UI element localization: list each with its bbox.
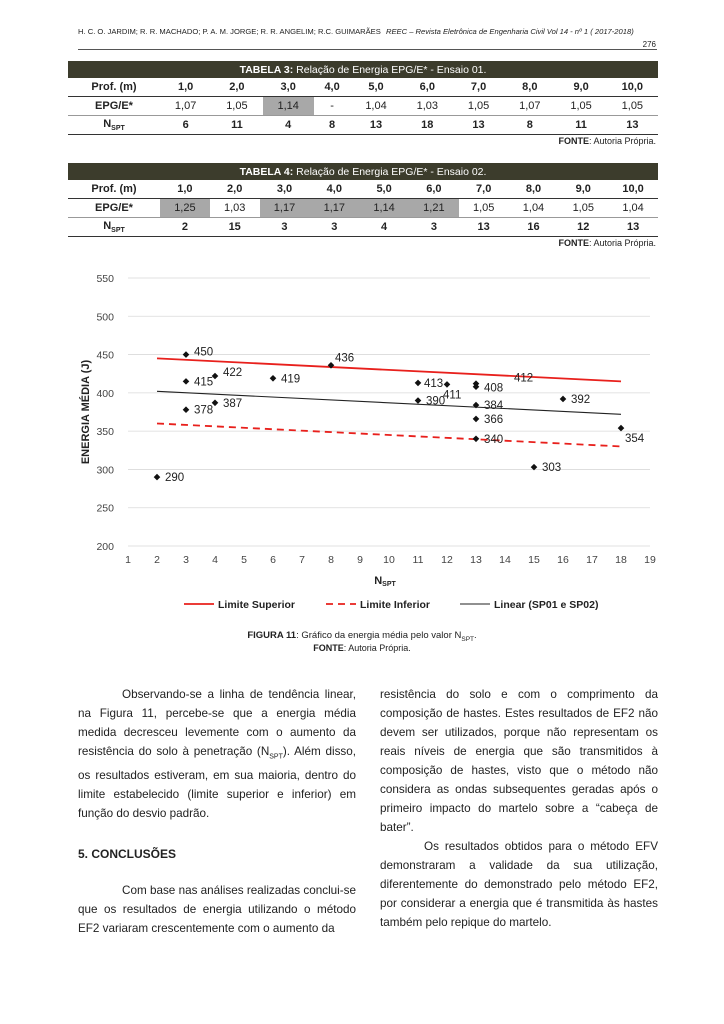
data-label: 303 — [542, 462, 562, 475]
data-label: 290 — [165, 472, 185, 485]
x-tick-label: 1 — [125, 554, 131, 566]
x-axis-label: NSPT — [374, 575, 396, 588]
table-4-energy-row: EPG/E* 1,25 1,03 1,17 1,17 1,14 1,21 1,05 1,04 1,05 1,04 — [68, 199, 658, 218]
right-column — [380, 685, 658, 932]
x-tick-label: 10 — [383, 554, 395, 566]
x-tick-label: 2 — [154, 554, 160, 566]
figure-source: FONTE: Autoria Própria. — [313, 643, 411, 653]
y-tick-label: 500 — [96, 311, 114, 324]
paragraph-efv: Os resultados obtidos para o método EFV demonstraram a validade da sua utilização, diferentemente do demonstrado pelo método EF2, por considerar a energia que é transmitida às hastes também pelo repique do martelo. — [380, 840, 658, 929]
data-point — [473, 436, 480, 443]
legend-label: Linear (SP01 e SP02) — [494, 599, 599, 611]
x-tick-label: 16 — [557, 554, 569, 566]
data-label: 340 — [484, 433, 504, 446]
data-label: 408 — [484, 382, 504, 395]
data-point — [270, 375, 277, 382]
data-label: 392 — [571, 393, 591, 406]
data-label: 415 — [194, 376, 214, 389]
x-tick-label: 15 — [528, 554, 540, 566]
data-point — [415, 397, 422, 404]
y-tick-label: 250 — [96, 502, 114, 515]
y-axis-label: ENERGIA MÉDIA (J) — [80, 359, 92, 465]
data-label: 450 — [194, 346, 214, 359]
header-rule — [78, 49, 657, 50]
data-label: 422 — [223, 367, 243, 380]
paragraph-trend: Observando-se a linha de tendência linear, na Figura 11, percebe-se que a energia média medida decresceu levemente com o aumento da resistência do solo à penetração $(N_{SPT})$. Além disso, os resultados estiveram, em sua maioria, dentro do limite estabelecido (limite superior e inferior) em função do desvio padrão. — [78, 688, 356, 821]
data-label: 412 — [514, 372, 534, 385]
data-label: 387 — [223, 397, 243, 410]
data-label: 390 — [426, 395, 446, 408]
table-3-source: FONTE: Autoria Própria. — [558, 136, 656, 146]
y-tick-label: 350 — [96, 426, 114, 439]
figure-caption: FIGURA 11: Gráfico da energia média pelo valor $N_{SPT}$. — [247, 630, 477, 643]
x-tick-label: 7 — [299, 554, 305, 566]
x-tick-label: 18 — [615, 554, 627, 566]
x-tick-label: 3 — [183, 554, 189, 566]
data-point — [415, 380, 422, 387]
data-point — [444, 381, 451, 388]
section-title: 5. CONCLUSÕES — [78, 847, 177, 862]
series-line — [157, 423, 621, 446]
table-3 — [68, 61, 658, 135]
legend-label: Limite Inferior — [360, 599, 431, 611]
x-tick-label: 6 — [270, 554, 276, 566]
energy-chart — [72, 268, 672, 628]
x-tick-label: 9 — [357, 554, 363, 566]
table-3-depth-row: Prof. (m) 1,0 2,0 3,0 4,0 5,0 6,0 7,0 8,0 9,0 10,0 — [68, 78, 658, 97]
data-label: 419 — [281, 373, 301, 386]
data-point — [560, 396, 567, 403]
data-label: 378 — [194, 404, 214, 417]
x-tick-label: 13 — [470, 554, 482, 566]
legend-label: Limite Superior — [218, 599, 296, 611]
x-tick-label: 17 — [586, 554, 598, 566]
data-label: 366 — [484, 413, 504, 426]
header-authors: H. C. O. JARDIM; R. R. MACHADO; P. A. M. JORGE; R. R. ANGELIM; R.C. GUIMARÃES — [78, 27, 381, 36]
table-4-caption: TABELA 4: Relação de Energia EPG/E* - Ensaio 02. — [68, 163, 658, 180]
table-4 — [68, 163, 658, 237]
x-tick-label: 8 — [328, 554, 334, 566]
x-tick-label: 19 — [644, 554, 656, 566]
data-point — [183, 406, 190, 413]
paragraph-conclusions: Com base nas análises realizadas conclui-se que os resultados de energia utilizando o método EF2 variaram crescentemente com o aumento da — [78, 884, 356, 936]
data-label: 436 — [335, 352, 355, 365]
y-tick-label: 300 — [96, 464, 114, 477]
table-3-caption: TABELA 3: Relação de Energia EPG/E* - Ensaio 01. — [68, 61, 658, 78]
x-tick-label: 5 — [241, 554, 247, 566]
data-label: 413 — [424, 377, 444, 390]
data-label: 411 — [443, 389, 462, 402]
x-tick-label: 14 — [499, 554, 511, 566]
y-tick-label: 550 — [96, 273, 114, 285]
data-point — [183, 351, 190, 358]
x-tick-label: 11 — [412, 554, 424, 566]
header-journal: REEC – Revista Eletrônica de Engenharia Civil Vol 14 - nº 1 ( 2017-2018) — [386, 27, 634, 36]
data-point — [154, 474, 161, 481]
table-4-depth-row: Prof. (m) 1,0 2,0 3,0 4,0 5,0 6,0 7,0 8,0 9,0 10,0 — [68, 180, 658, 199]
page-number: 276 — [642, 40, 656, 49]
table-3-nspt-row: $N_{SPT}$ 6 11 4 8 13 18 13 8 11 13 — [68, 116, 658, 135]
y-tick-label: 400 — [96, 387, 114, 400]
table-4-source: FONTE: Autoria Própria. — [558, 238, 656, 248]
data-label: 354 — [625, 433, 645, 446]
paragraph-ef2: resistência do solo e com o comprimento da composição de hastes. Estes resultados de EF2 não devem ser utilizados, porque não representam os reais níveis de energia que são transmitidos à composição de hastes, visto que o método não considera as ondas subsequentes geradas após o primeiro impacto do martelo sobre a “cabeça de bater”. — [380, 688, 658, 834]
x-tick-label: 12 — [441, 554, 453, 566]
y-tick-label: 450 — [96, 349, 114, 362]
table-3-energy-row: EPG/E* 1,07 1,05 1,14 - 1,04 1,03 1,05 1,07 1,05 1,05 — [68, 97, 658, 116]
data-point — [183, 378, 190, 385]
data-point — [618, 425, 625, 432]
y-tick-label: 200 — [96, 541, 114, 553]
data-label: 384 — [484, 400, 504, 413]
x-tick-label: 4 — [212, 554, 218, 566]
data-point — [473, 416, 480, 423]
table-4-nspt-row: $N_{SPT}$ 2 15 3 3 4 3 13 16 12 13 — [68, 218, 658, 237]
left-column — [78, 685, 356, 938]
